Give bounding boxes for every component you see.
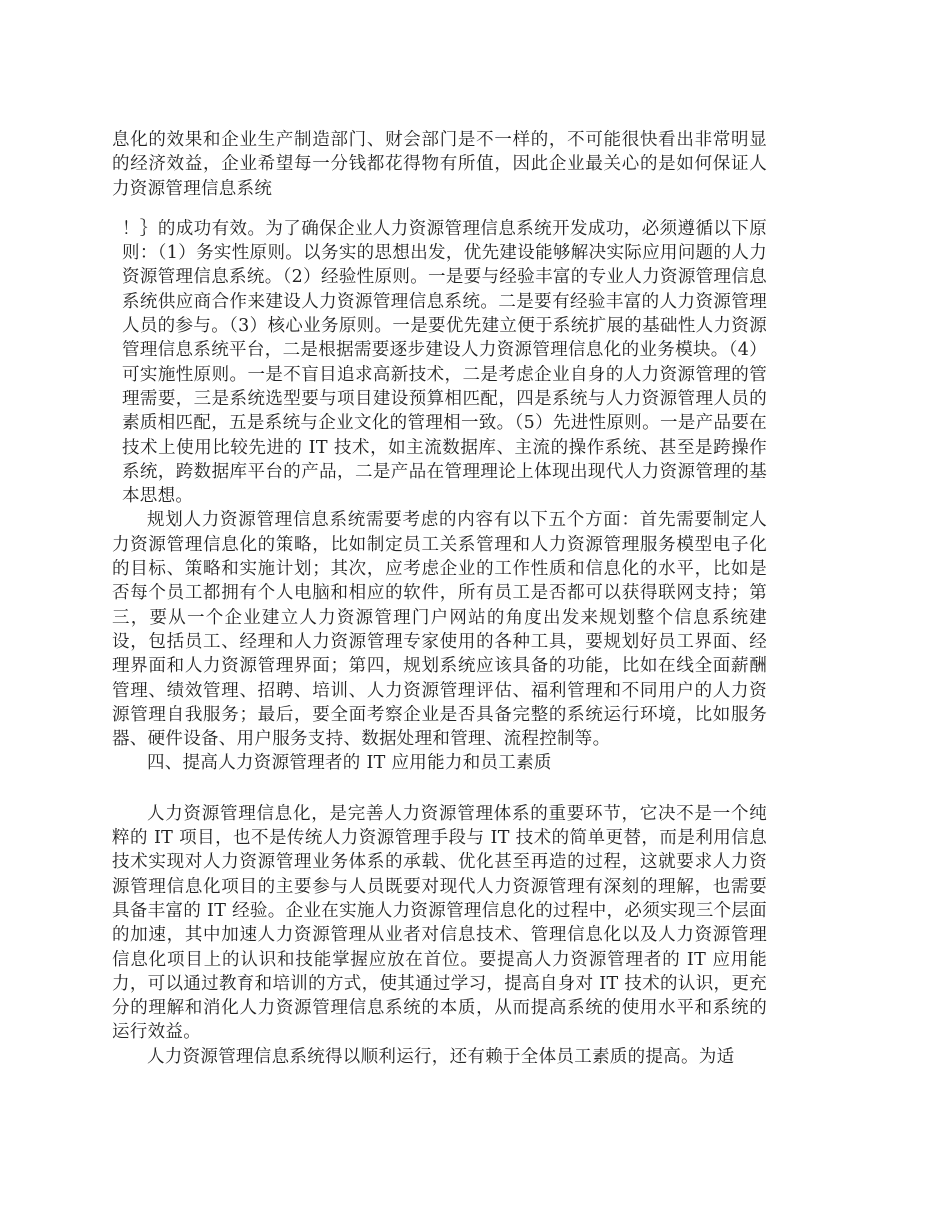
spacer [112, 201, 767, 217]
paragraph-continuation: 息化的效果和企业生产制造部门、财会部门是不一样的，不可能很快看出非常明显的经济效益，企业希望每一分钱都花得物有所值，因此企业最关心的是如何保证人力资源管理信息系统 [112, 130, 767, 199]
paragraph-staff-quality: 人力资源管理信息系统得以顺利运行，还有赖于全体员工素质的提高。为适 [147, 1046, 735, 1067]
paragraph-it-ability: 人力资源管理信息化，是完善人力资源管理体系的重要环节，它决不是一个纯粹的 IT 项目，也不是传统人力资源管理手段与 IT 技术的简单更替，而是利用信息技术实现对人力资源管理业务体系的承载、优化甚至再造的过程，这就要求人力资源管理信息化项目的主要参与人员既要对现代人力资源管理有深刻的理解，也需要具备丰富的 IT 经验。企业在实施人力资源管理信息化的过程中，必须实现三个层面的加速，其中加速人力资源管理从业者对信息技术、管理信息化以及人力资源管理信息化项目上的认识和技能掌握应放在首位。要提高人力资源管理者的 IT 应用能力，可以通过教育和培训的方式，使其通过学习，提高自身对 IT 技术的认识，更充分的理解和消化人力资源管理信息系统的本质，从而提高系统的使用水平和系统的运行效益。 [112, 803, 767, 1043]
section-heading: 四、提高人力资源管理者的 IT 应用能力和员工素质 [147, 753, 552, 774]
document-page [112, 128, 767, 1069]
paragraph-principles: ！｝的成功有效。为了确保企业人力资源管理信息系统开发成功，必须遵循以下原则：（1）务实性原则。以务实的思想出发，优先建设能够解决实际应用问题的人力资源管理信息系统。（2）经验性原则。一是要与经验丰富的专业人力资源管理信息系统供应商合作来建设人力资源管理信息系统。二是要有经验丰富的人力资源管理人员的参与。（3）核心业务原则。一是要优先建立便于系统扩展的基础性人力资源管理信息系统平台，二是根据需要逐步建设人力资源管理信息化的业务模块。（4）可实施性原则。一是不盲目追求高新技术，二是考虑企业自身的人力资源管理的管理需要，三是系统选型要与项目建设预算相匹配，四是系统与人力资源管理人员的素质相匹配，五是系统与企业文化的管理相一致。（5）先进性原则。一是产品要在技术上使用比较先进的 IT 技术，如主流数据库、主流的操作系统、甚至是跨操作系统，跨数据库平台的产品，二是产品在管理理论上体现出现代人力资源管理的基本思想。 [122, 218, 767, 507]
spacer [112, 776, 767, 802]
paragraph-planning: 规划人力资源管理信息系统需要考虑的内容有以下五个方面：首先需要制定人力资源管理信息化的策略，比如制定员工关系管理和人力资源管理服务模型电子化的目标、策略和实施计划；其次，应考虑企业的工作性质和信息化的水平，比如是否每个员工都拥有个人电脑和相应的软件，所有员工是否都可以获得联网支持；第三，要从一个企业建立人力资源管理门户网站的角度出发来规划整个信息系统建设，包括员工、经理和人力资源管理专家使用的各种工具，要规划好员工界面、经理界面和人力资源管理界面；第四，规划系统应该具备的功能，比如在线全面薪酬管理、绩效管理、招聘、培训、人力资源管理评估、福利管理和不同用户的人力资源管理自我服务；最后，要全面考察企业是否具备完整的系统运行环境，比如服务器、硬件设备、用户服务支持、数据处理和管理、流程控制等。 [112, 510, 767, 750]
